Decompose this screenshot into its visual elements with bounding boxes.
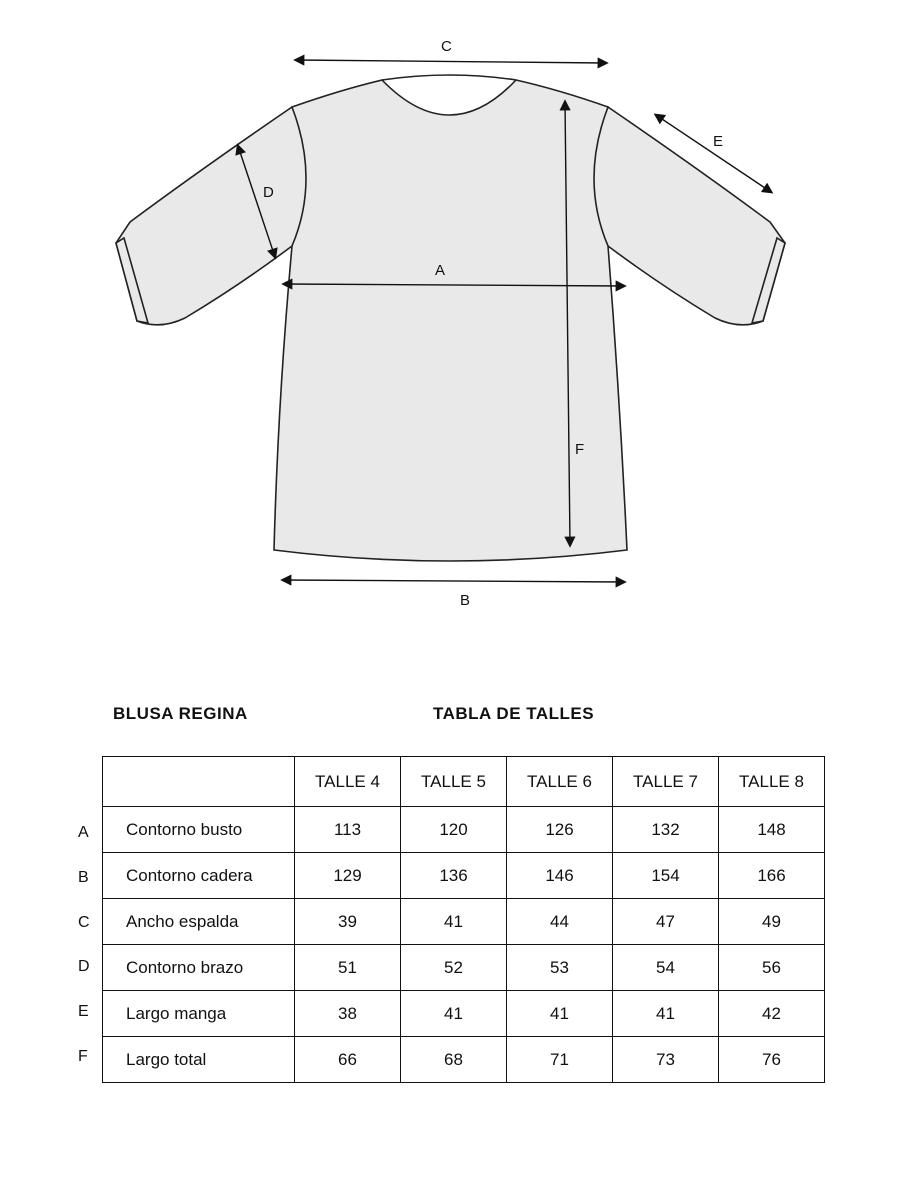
table-cell: 146: [507, 853, 613, 899]
body: [274, 80, 627, 561]
dim-B-arrow: [283, 580, 624, 582]
table-row: [103, 853, 825, 899]
dim-C-arrow: [296, 60, 606, 63]
dim-label-B: B: [460, 592, 471, 609]
table-cell: 41: [613, 991, 719, 1037]
table-cell: 120: [401, 807, 507, 853]
table-cell: 47: [613, 899, 719, 945]
product-title: BLUSA REGINA: [113, 704, 248, 723]
dim-label-D: D: [263, 184, 274, 201]
table-cell: 41: [401, 899, 507, 945]
dim-label-E: E: [713, 133, 724, 150]
table-cell: 53: [507, 945, 613, 991]
row-letter: B: [78, 869, 89, 886]
row-label: Contorno brazo: [103, 945, 295, 991]
table-cell: 166: [719, 853, 825, 899]
table-cell: 126: [507, 807, 613, 853]
table-cell: 52: [401, 945, 507, 991]
header-size: TALLE 4: [295, 757, 401, 807]
table-cell: 41: [507, 991, 613, 1037]
table-row: [103, 807, 825, 853]
table-cell: 41: [401, 991, 507, 1037]
row-letter: D: [78, 958, 90, 975]
table-row: [103, 945, 825, 991]
table-cell: 68: [401, 1037, 507, 1083]
table-row: [103, 899, 825, 945]
row-label: Contorno busto: [103, 807, 295, 853]
table-cell: 136: [401, 853, 507, 899]
row-label: Contorno cadera: [103, 853, 295, 899]
row-label: Ancho espalda: [103, 899, 295, 945]
header-size: TALLE 6: [507, 757, 613, 807]
table-cell: 56: [719, 945, 825, 991]
table-cell: 71: [507, 1037, 613, 1083]
size-table: [102, 756, 825, 1083]
table-cell: 66: [295, 1037, 401, 1083]
header-size: TALLE 5: [401, 757, 507, 807]
table-cell: 51: [295, 945, 401, 991]
table-row: [103, 1037, 825, 1083]
table-cell: 44: [507, 899, 613, 945]
table-title: TABLA DE TALLES: [433, 704, 595, 723]
table-cell: 49: [719, 899, 825, 945]
dim-label-F: F: [575, 441, 585, 458]
neckline: [382, 75, 516, 80]
table-cell: 42: [719, 991, 825, 1037]
table-cell: 54: [613, 945, 719, 991]
table-row: [103, 991, 825, 1037]
header-size: TALLE 8: [719, 757, 825, 807]
row-letter: F: [78, 1048, 88, 1065]
header-row: [103, 757, 825, 807]
dim-label-C: C: [441, 38, 452, 55]
table-cell: 154: [613, 853, 719, 899]
table-cell: 39: [295, 899, 401, 945]
header-size: TALLE 7: [613, 757, 719, 807]
row-letter: A: [78, 824, 89, 841]
dim-label-A: A: [435, 262, 446, 279]
table-cell: 129: [295, 853, 401, 899]
row-letter: E: [78, 1003, 89, 1020]
left-sleeve: [116, 107, 309, 325]
table-cell: 38: [295, 991, 401, 1037]
table-cell: 113: [295, 807, 401, 853]
right-sleeve: [592, 107, 786, 325]
row-label: Largo total: [103, 1037, 295, 1083]
header-corner: [103, 757, 295, 807]
table-cell: 148: [719, 807, 825, 853]
row-letter: C: [78, 914, 90, 931]
row-label: Largo manga: [103, 991, 295, 1037]
table-cell: 132: [613, 807, 719, 853]
table-cell: 76: [719, 1037, 825, 1083]
table-cell: 73: [613, 1037, 719, 1083]
